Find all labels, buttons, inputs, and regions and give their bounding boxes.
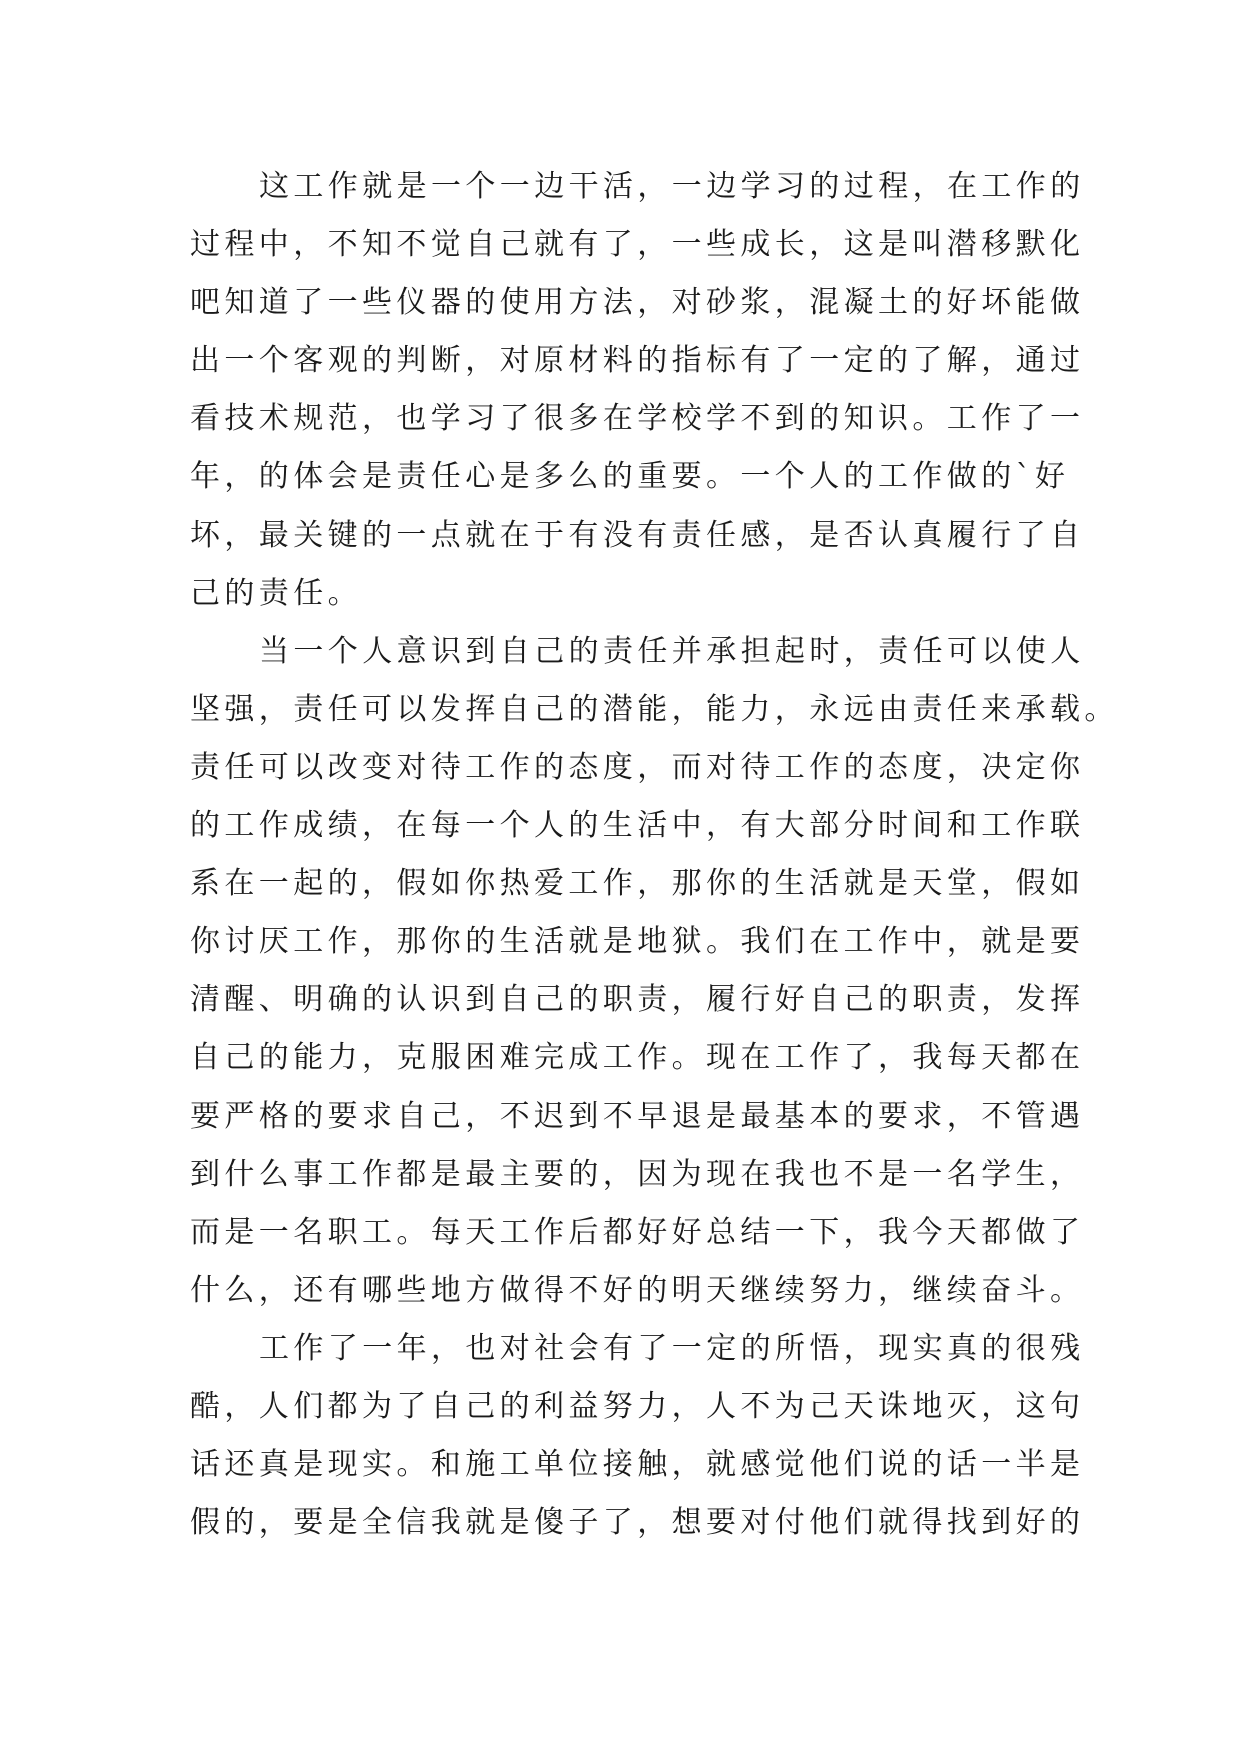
text-line: 而是一名职工。每天工作后都好好总结一下，我今天都做了 <box>190 1214 1085 1250</box>
text-line: 的工作成绩，在每一个人的生活中，有大部分时间和工作联 <box>190 808 1085 844</box>
text-line: 责任可以改变对待工作的态度，而对待工作的态度，决定你 <box>190 749 1085 785</box>
text-line: 过程中，不知不觉自己就有了，一些成长，这是叫潜移默化 <box>190 227 1085 263</box>
text-line: 到什么事工作都是最主要的，因为现在我也不是一名学生， <box>190 1156 1085 1192</box>
text-line: 什么，还有哪些地方做得不好的明天继续努力，继续奋斗。 <box>190 1272 1085 1308</box>
text-line: 坏，最关键的一点就在于有没有责任感，是否认真履行了自 <box>190 517 1085 553</box>
text-line: 酷，人们都为了自己的利益努力，人不为己天诛地灭，这句 <box>190 1388 1085 1424</box>
text-line: 这工作就是一个一边干活，一边学习的过程，在工作的 <box>259 169 1085 204</box>
text-line: 系在一起的，假如你热爱工作，那你的生活就是天堂，假如 <box>190 866 1085 902</box>
text-line: 清醒、明确的认识到自己的职责，履行好自己的职责，发挥 <box>190 982 1085 1018</box>
text-line: 出一个客观的判断，对原材料的指标有了一定的了解，通过 <box>190 343 1085 379</box>
paragraph <box>190 623 1119 1320</box>
text-line: 己的责任。 <box>190 575 362 611</box>
text-line: 年，的体会是责任心是多么的重要。一个人的工作做的`好 <box>190 459 1070 495</box>
text-line: 工作了一年，也对社会有了一定的所悟，现实真的很残 <box>259 1330 1085 1366</box>
text-line: 自己的能力，克服困难完成工作。现在工作了，我每天都在 <box>190 1040 1085 1076</box>
text-line: 你讨厌工作，那你的生活就是地狱。我们在工作中，就是要 <box>190 924 1085 960</box>
paragraph <box>190 1320 1085 1552</box>
text-line: 假的，要是全信我就是傻子了，想要对付他们就得找到好的 <box>190 1505 1085 1541</box>
text-line: 话还真是现实。和施工单位接触，就感觉他们说的话一半是 <box>190 1447 1085 1483</box>
text-line: 要严格的要求自己，不迟到不早退是最基本的要求，不管遇 <box>190 1098 1085 1134</box>
paragraph <box>190 158 1085 623</box>
text-line: 看技术规范，也学习了很多在学校学不到的知识。工作了一 <box>190 401 1085 437</box>
body-text <box>190 158 1119 1552</box>
text-line: 吧知道了一些仪器的使用方法，对砂浆，混凝土的好坏能做 <box>190 285 1085 321</box>
text-line: 坚强，责任可以发挥自己的潜能，能力，永远由责任来承载。 <box>190 691 1119 727</box>
text-line: 当一个人意识到自己的责任并承担起时，责任可以使人 <box>259 633 1085 669</box>
